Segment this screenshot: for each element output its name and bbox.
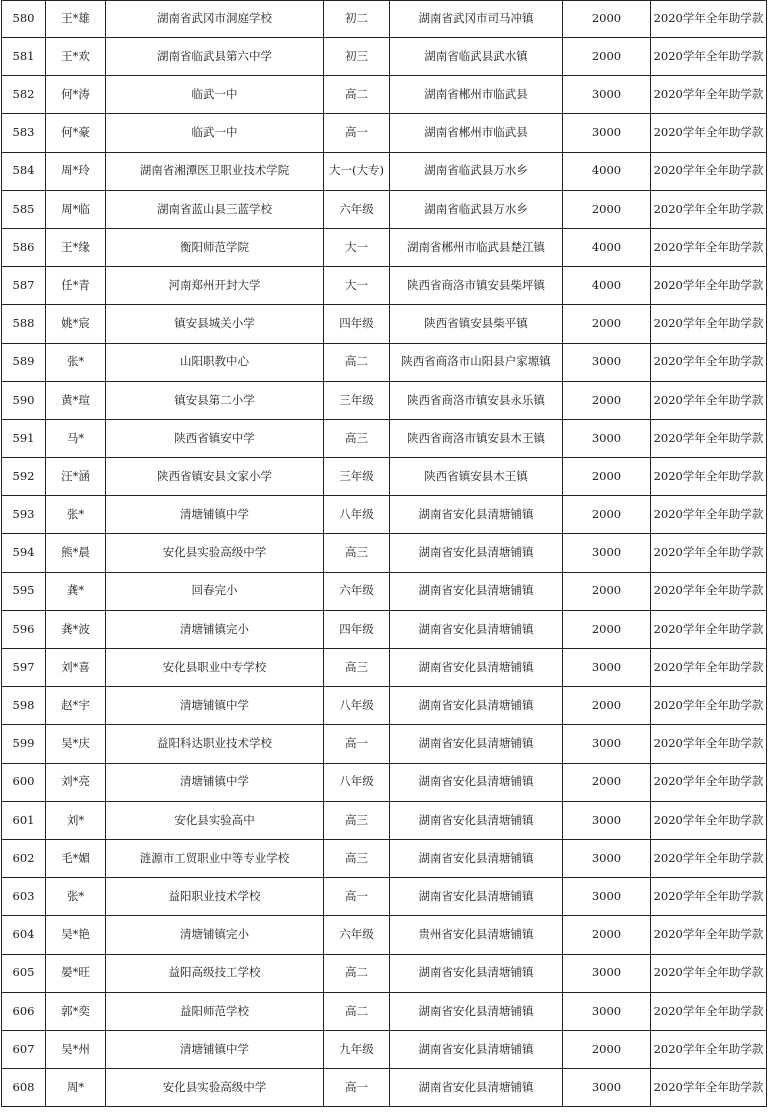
aid-amount: 2000 (563, 763, 651, 801)
school-name: 镇安县第二小学 (106, 381, 324, 419)
grade-level: 大一 (324, 267, 390, 305)
table-row (2, 687, 767, 725)
aid-type: 2020学年全年助学款 (651, 228, 767, 266)
school-name: 清塘铺镇完小 (106, 610, 324, 648)
grade-level: 六年级 (324, 916, 390, 954)
school-name: 湖南省武冈市洞庭学校 (106, 1, 324, 38)
school-name: 湖南省临武县第六中学 (106, 38, 324, 76)
aid-type: 2020学年全年助学款 (651, 610, 767, 648)
grade-level: 高一 (324, 878, 390, 916)
student-name: 马* (46, 419, 106, 457)
aid-amount: 3000 (563, 534, 651, 572)
school-name: 山阳职教中心 (106, 343, 324, 381)
aid-amount: 2000 (563, 1030, 651, 1068)
school-name: 清塘铺镇中学 (106, 496, 324, 534)
row-number: 588 (2, 305, 46, 343)
student-name: 黄*瑄 (46, 381, 106, 419)
aid-amount: 2000 (563, 305, 651, 343)
table-row (2, 76, 767, 114)
aid-type: 2020学年全年助学款 (651, 1, 767, 38)
aid-type: 2020学年全年助学款 (651, 649, 767, 687)
home-address: 贵州省安化县清塘铺镇 (390, 916, 563, 954)
aid-amount: 3000 (563, 878, 651, 916)
home-address: 湖南省安化县清塘铺镇 (390, 649, 563, 687)
aid-type: 2020学年全年助学款 (651, 458, 767, 496)
school-name: 益阳职业技术学校 (106, 878, 324, 916)
table-row (2, 1030, 767, 1068)
aid-type: 2020学年全年助学款 (651, 687, 767, 725)
table-row (2, 305, 767, 343)
table-row (2, 610, 767, 648)
aid-type: 2020学年全年助学款 (651, 954, 767, 992)
table-row (2, 916, 767, 954)
row-number: 590 (2, 381, 46, 419)
student-name: 周*玲 (46, 152, 106, 190)
row-number: 602 (2, 839, 46, 877)
aid-amount: 3000 (563, 801, 651, 839)
aid-amount: 3000 (563, 114, 651, 152)
aid-type: 2020学年全年助学款 (651, 763, 767, 801)
home-address: 湖南省安化县清塘铺镇 (390, 839, 563, 877)
grade-level: 高三 (324, 801, 390, 839)
student-name: 龚*波 (46, 610, 106, 648)
home-address: 湖南省安化县清塘铺镇 (390, 496, 563, 534)
grade-level: 高二 (324, 992, 390, 1030)
home-address: 湖南省安化县清塘铺镇 (390, 572, 563, 610)
aid-type: 2020学年全年助学款 (651, 419, 767, 457)
home-address: 湖南省郴州市临武县 (390, 76, 563, 114)
student-name: 任*青 (46, 267, 106, 305)
home-address: 陕西省商洛市镇安县柴坪镇 (390, 267, 563, 305)
row-number: 593 (2, 496, 46, 534)
school-name: 回春完小 (106, 572, 324, 610)
table-row (2, 267, 767, 305)
student-name: 晏*旺 (46, 954, 106, 992)
aid-type: 2020学年全年助学款 (651, 1069, 767, 1107)
table-row (2, 992, 767, 1030)
table-row (2, 458, 767, 496)
table-row (2, 839, 767, 877)
student-name: 何*豪 (46, 114, 106, 152)
home-address: 湖南省安化县清塘铺镇 (390, 1030, 563, 1068)
aid-amount: 2000 (563, 610, 651, 648)
table-row (2, 496, 767, 534)
row-number: 595 (2, 572, 46, 610)
aid-type: 2020学年全年助学款 (651, 305, 767, 343)
aid-amount: 2000 (563, 1, 651, 38)
table-row (2, 190, 767, 228)
grade-level: 九年级 (324, 1030, 390, 1068)
grade-level: 六年级 (324, 572, 390, 610)
aid-type: 2020学年全年助学款 (651, 801, 767, 839)
home-address: 湖南省临武县万水乡 (390, 152, 563, 190)
row-number: 596 (2, 610, 46, 648)
aid-amount: 2000 (563, 687, 651, 725)
grade-level: 高一 (324, 114, 390, 152)
table-row (2, 954, 767, 992)
school-name: 益阳师范学校 (106, 992, 324, 1030)
home-address: 湖南省安化县清塘铺镇 (390, 992, 563, 1030)
home-address: 陕西省商洛市山阳县户家塬镇 (390, 343, 563, 381)
school-name: 清塘铺镇中学 (106, 763, 324, 801)
aid-amount: 2000 (563, 572, 651, 610)
student-name: 吴*庆 (46, 725, 106, 763)
table-row (2, 801, 767, 839)
grade-level: 高三 (324, 649, 390, 687)
table-row (2, 343, 767, 381)
school-name: 安化县实验高中 (106, 801, 324, 839)
school-name: 衡阳师范学院 (106, 228, 324, 266)
home-address: 湖南省临武县武水镇 (390, 38, 563, 76)
table-row (2, 419, 767, 457)
grade-level: 高二 (324, 76, 390, 114)
aid-amount: 3000 (563, 839, 651, 877)
aid-type: 2020学年全年助学款 (651, 190, 767, 228)
row-number: 585 (2, 190, 46, 228)
student-name: 刘*喜 (46, 649, 106, 687)
school-name: 陕西省镇安县文家小学 (106, 458, 324, 496)
row-number: 608 (2, 1069, 46, 1107)
aid-amount: 4000 (563, 228, 651, 266)
school-name: 益阳科达职业技术学校 (106, 725, 324, 763)
table-row (2, 763, 767, 801)
home-address: 湖南省安化县清塘铺镇 (390, 878, 563, 916)
student-name: 赵*宇 (46, 687, 106, 725)
row-number: 599 (2, 725, 46, 763)
school-name: 临武一中 (106, 114, 324, 152)
table-row (2, 534, 767, 572)
table-row (2, 114, 767, 152)
grade-level: 高三 (324, 419, 390, 457)
student-name: 周* (46, 1069, 106, 1107)
table-row (2, 228, 767, 266)
student-name: 张* (46, 878, 106, 916)
table-row (2, 649, 767, 687)
aid-amount: 3000 (563, 992, 651, 1030)
table-row (2, 572, 767, 610)
row-number: 591 (2, 419, 46, 457)
aid-amount: 3000 (563, 419, 651, 457)
grade-level: 初二 (324, 1, 390, 38)
grade-level: 高二 (324, 343, 390, 381)
grade-level: 高三 (324, 534, 390, 572)
aid-amount: 2000 (563, 190, 651, 228)
student-name: 吴*州 (46, 1030, 106, 1068)
row-number: 583 (2, 114, 46, 152)
aid-amount: 3000 (563, 954, 651, 992)
home-address: 湖南省安化县清塘铺镇 (390, 954, 563, 992)
aid-amount: 4000 (563, 267, 651, 305)
aid-type: 2020学年全年助学款 (651, 267, 767, 305)
aid-amount: 3000 (563, 343, 651, 381)
aid-type: 2020学年全年助学款 (651, 76, 767, 114)
student-name: 王*缘 (46, 228, 106, 266)
home-address: 湖南省郴州市临武县楚江镇 (390, 228, 563, 266)
student-name: 毛*媚 (46, 839, 106, 877)
school-name: 河南郑州开封大学 (106, 267, 324, 305)
home-address: 湖南省武冈市司马冲镇 (390, 1, 563, 38)
row-number: 589 (2, 343, 46, 381)
home-address: 湖南省安化县清塘铺镇 (390, 1069, 563, 1107)
grade-level: 高三 (324, 839, 390, 877)
aid-type: 2020学年全年助学款 (651, 534, 767, 572)
row-number: 603 (2, 878, 46, 916)
row-number: 592 (2, 458, 46, 496)
student-aid-table (1, 0, 767, 1107)
home-address: 湖南省临武县万水乡 (390, 190, 563, 228)
school-name: 益阳高级技工学校 (106, 954, 324, 992)
school-name: 涟源市工贸职业中等专业学校 (106, 839, 324, 877)
row-number: 594 (2, 534, 46, 572)
home-address: 湖南省郴州市临武县 (390, 114, 563, 152)
row-number: 584 (2, 152, 46, 190)
school-name: 清塘铺镇中学 (106, 1030, 324, 1068)
grade-level: 八年级 (324, 763, 390, 801)
aid-amount: 2000 (563, 496, 651, 534)
row-number: 605 (2, 954, 46, 992)
aid-amount: 3000 (563, 649, 651, 687)
aid-type: 2020学年全年助学款 (651, 496, 767, 534)
row-number: 597 (2, 649, 46, 687)
table-row (2, 38, 767, 76)
aid-type: 2020学年全年助学款 (651, 152, 767, 190)
school-name: 湖南省蓝山县三蓝学校 (106, 190, 324, 228)
row-number: 601 (2, 801, 46, 839)
table-body (2, 1, 767, 1107)
home-address: 陕西省镇安县柴平镇 (390, 305, 563, 343)
school-name: 陕西省镇安中学 (106, 419, 324, 457)
row-number: 587 (2, 267, 46, 305)
grade-level: 三年级 (324, 381, 390, 419)
row-number: 600 (2, 763, 46, 801)
aid-amount: 2000 (563, 916, 651, 954)
home-address: 陕西省镇安县木王镇 (390, 458, 563, 496)
student-name: 刘* (46, 801, 106, 839)
student-name: 熊*晨 (46, 534, 106, 572)
student-name: 姚*宸 (46, 305, 106, 343)
home-address: 湖南省安化县清塘铺镇 (390, 610, 563, 648)
home-address: 湖南省安化县清塘铺镇 (390, 725, 563, 763)
aid-type: 2020学年全年助学款 (651, 381, 767, 419)
table-row (2, 1, 767, 38)
grade-level: 三年级 (324, 458, 390, 496)
student-name: 王*雄 (46, 1, 106, 38)
grade-level: 八年级 (324, 687, 390, 725)
grade-level: 四年级 (324, 610, 390, 648)
student-name: 何*涛 (46, 76, 106, 114)
student-name: 汪*涵 (46, 458, 106, 496)
aid-type: 2020学年全年助学款 (651, 343, 767, 381)
aid-type: 2020学年全年助学款 (651, 114, 767, 152)
home-address: 湖南省安化县清塘铺镇 (390, 763, 563, 801)
aid-type: 2020学年全年助学款 (651, 572, 767, 610)
school-name: 清塘铺镇完小 (106, 916, 324, 954)
grade-level: 大一(大专) (324, 152, 390, 190)
aid-type: 2020学年全年助学款 (651, 1030, 767, 1068)
row-number: 607 (2, 1030, 46, 1068)
grade-level: 高二 (324, 954, 390, 992)
home-address: 湖南省安化县清塘铺镇 (390, 534, 563, 572)
student-name: 刘*亮 (46, 763, 106, 801)
table-row (2, 725, 767, 763)
aid-amount: 3000 (563, 1069, 651, 1107)
row-number: 604 (2, 916, 46, 954)
home-address: 湖南省安化县清塘铺镇 (390, 801, 563, 839)
aid-amount: 4000 (563, 152, 651, 190)
grade-level: 高一 (324, 725, 390, 763)
grade-level: 六年级 (324, 190, 390, 228)
aid-type: 2020学年全年助学款 (651, 878, 767, 916)
row-number: 606 (2, 992, 46, 1030)
student-name: 郭*奕 (46, 992, 106, 1030)
school-name: 湖南省湘潭医卫职业技术学院 (106, 152, 324, 190)
home-address: 陕西省商洛市镇安县永乐镇 (390, 381, 563, 419)
row-number: 580 (2, 1, 46, 38)
grade-level: 八年级 (324, 496, 390, 534)
school-name: 安化县实验高级中学 (106, 1069, 324, 1107)
row-number: 598 (2, 687, 46, 725)
grade-level: 大一 (324, 228, 390, 266)
aid-type: 2020学年全年助学款 (651, 839, 767, 877)
student-name: 张* (46, 343, 106, 381)
aid-type: 2020学年全年助学款 (651, 992, 767, 1030)
aid-amount: 3000 (563, 725, 651, 763)
row-number: 586 (2, 228, 46, 266)
table-row (2, 878, 767, 916)
table-row (2, 152, 767, 190)
aid-type: 2020学年全年助学款 (651, 725, 767, 763)
aid-type: 2020学年全年助学款 (651, 38, 767, 76)
home-address: 陕西省商洛市镇安县木王镇 (390, 419, 563, 457)
student-name: 龚* (46, 572, 106, 610)
aid-amount: 2000 (563, 38, 651, 76)
grade-level: 高一 (324, 1069, 390, 1107)
school-name: 镇安县城关小学 (106, 305, 324, 343)
aid-amount: 3000 (563, 76, 651, 114)
student-name: 周*临 (46, 190, 106, 228)
aid-type: 2020学年全年助学款 (651, 916, 767, 954)
grade-level: 初三 (324, 38, 390, 76)
school-name: 安化县实验高级中学 (106, 534, 324, 572)
student-name: 吴*艳 (46, 916, 106, 954)
table-row (2, 1069, 767, 1107)
home-address: 湖南省安化县清塘铺镇 (390, 687, 563, 725)
school-name: 清塘铺镇中学 (106, 687, 324, 725)
student-name: 王*欢 (46, 38, 106, 76)
school-name: 临武一中 (106, 76, 324, 114)
grade-level: 四年级 (324, 305, 390, 343)
student-name: 张* (46, 496, 106, 534)
school-name: 安化县职业中专学校 (106, 649, 324, 687)
table-row (2, 381, 767, 419)
row-number: 582 (2, 76, 46, 114)
row-number: 581 (2, 38, 46, 76)
aid-amount: 2000 (563, 381, 651, 419)
aid-amount: 2000 (563, 458, 651, 496)
